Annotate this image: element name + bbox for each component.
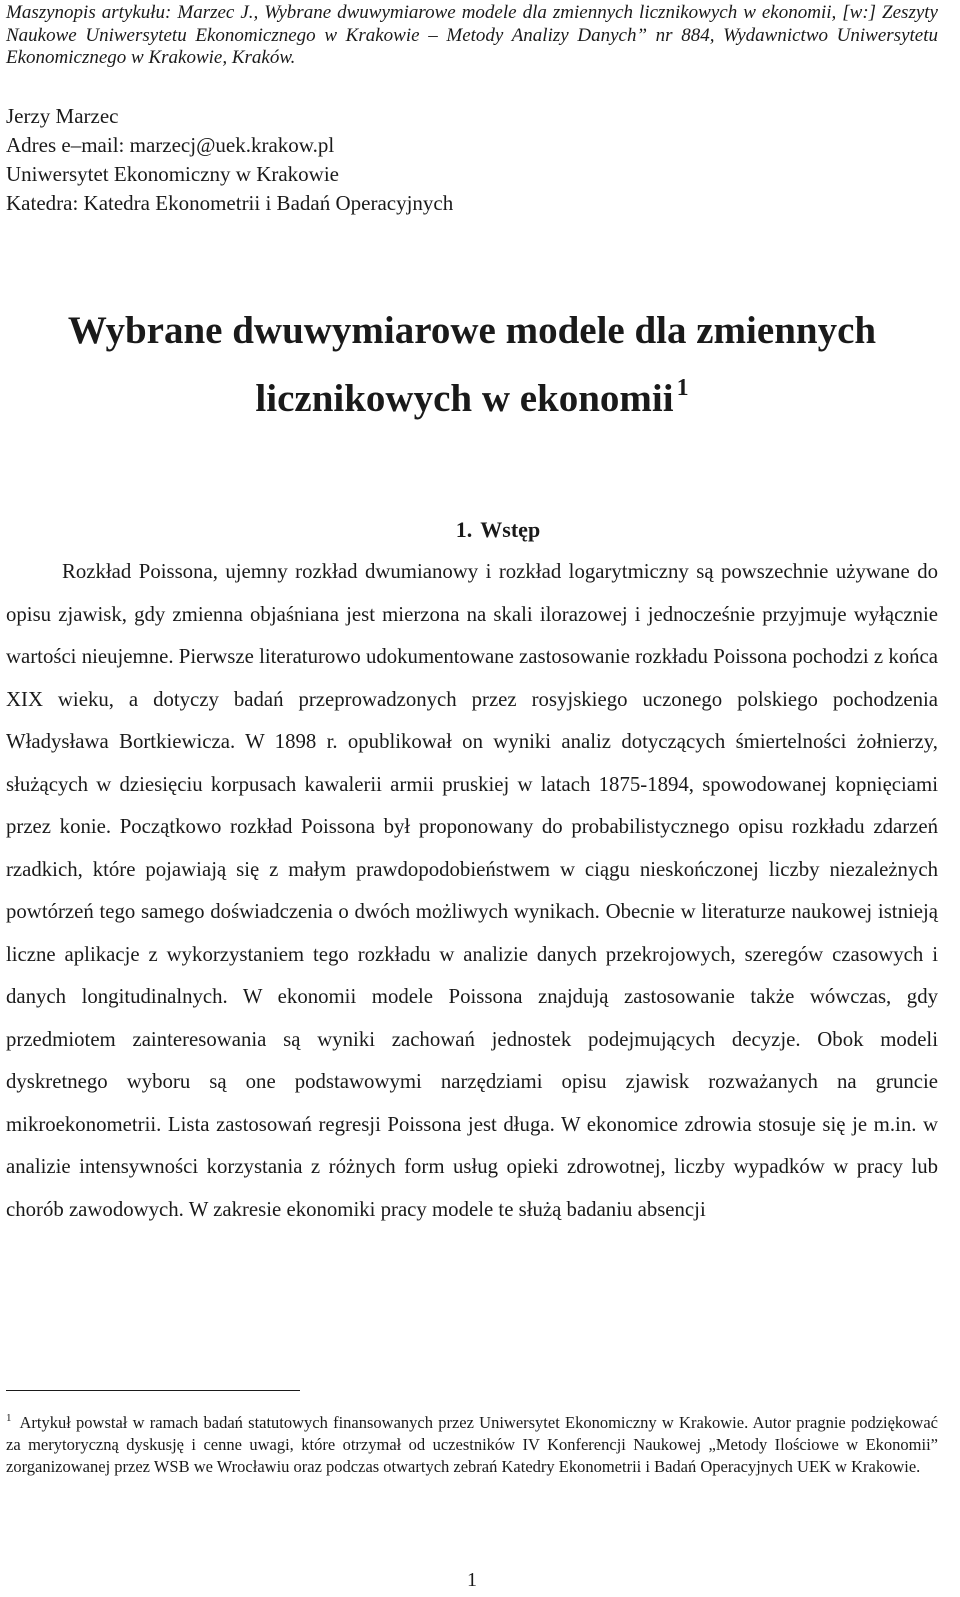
page-number: 1: [467, 1569, 477, 1591]
footnote-mark: 1: [6, 1412, 12, 1424]
section-heading: [32, 515, 960, 545]
title-line-2: [6, 365, 938, 433]
article-title: [6, 297, 938, 433]
footnote-divider: [6, 1390, 300, 1391]
author-department: Katedra: Katedra Ekonometrii i Badań Operacyjnych: [6, 191, 454, 215]
author-affiliation: Uniwersytet Ekonomiczny w Krakowie: [6, 162, 339, 186]
title-line-2-text: licznikowych w ekonomii: [255, 377, 674, 420]
section-number: 1.: [455, 517, 473, 542]
section-title: Wstęp: [480, 517, 541, 542]
author-block: [6, 102, 453, 218]
citation-note: Maszynopis artykułu: Marzec J., Wybrane dwuwymiarowe modele dla zmiennych licznikowych w ekonomii, [w:] Zeszyty Naukowe Uniwersytetu Ekonomicznego w Krakowie – Metody Analizy Danych” nr 884, Wydawnictwo Uniwersytetu Ekonomicznego w Krakowie, Kraków.: [6, 2, 938, 68]
footnote: [6, 1412, 938, 1478]
author-email: Adres e–mail: marzecj@uek.krakow.pl: [6, 133, 335, 157]
footnote-text: Artykuł powstał w ramach badań statutowych finansowanych przez Uniwersytet Ekonomiczny w Krakowie. Autor pragnie podziękować za merytoryczną dyskusję i cenne uwagi, które otrzymał od uczestników IV Konferencji Naukowej „Metody Ilościowe w Ekonomii” zorganizowanej przez WSB we Wrocławiu oraz podczas otwartych zebrań Katedry Ekonometrii i Badań Operacyjnych UEK w Krakowie.: [6, 1413, 938, 1476]
title-footnote-mark: 1: [676, 375, 689, 401]
author-name: Jerzy Marzec: [6, 104, 119, 128]
title-line-1: Wybrane dwuwymiarowe modele dla zmiennych: [67, 309, 877, 352]
document-page: [6, 0, 938, 1597]
body-paragraph: Rozkład Poissona, ujemny rozkład dwumianowy i rozkład logarytmiczny są powszechnie używane do opisu zjawisk, gdy zmienna objaśniana jest mierzona na skali ilorazowej i jednocześnie przyjmuje wyłącznie wartości nieujemne. Pierwsze literaturowo udokumentowane zastosowanie rozkładu Poissona pochodzi z końca XIX wieku, a dotyczy badań przeprowadzonych przez rosyjskiego uczonego polskiego pochodzenia Władysława Bortkiewicza. W 1898 r. opublikował on wyniki analiz dotyczących śmiertelności żołnierzy, służących w dziesięciu korpusach kawalerii armii pruskiej w latach 1875-1894, spowodowanej kopnięciami przez konie. Początkowo rozkład Poissona był proponowany do probabilistycznego opisu rozkładu zdarzeń rzadkich, które pojawiają się z małym prawdopodobieństwem w ciągu nieskończonej liczby niezależnych powtórzeń tego samego doświadczenia o dwóch możliwych wynikach. Obecnie w literaturze naukowej istnieją liczne aplikacje z wykorzystaniem tego rozkładu w analizie danych przekrojowych, szeregów czasowych i danych longitudinalnych. W ekonomii modele Poissona znajdują zastosowanie także wówczas, gdy przedmiotem zainteresowania są wyniki zachowań jednostek podejmujących decyzje. Obok modeli dyskretnego wyboru są one podstawowymi narzędziami opisu zjawisk rozważanych na gruncie mikroekonometrii. Lista zastosowań regresji Poissona jest długa. W ekonomice zdrowia stosuje się je m.in. w analizie intensywności korzystania z różnych form usług opieki zdrowotnej, liczby wypadków w pracy lub chorób zawodowych. W zakresie ekonomiki pracy modele te służą badaniu absencji: [6, 560, 938, 1221]
